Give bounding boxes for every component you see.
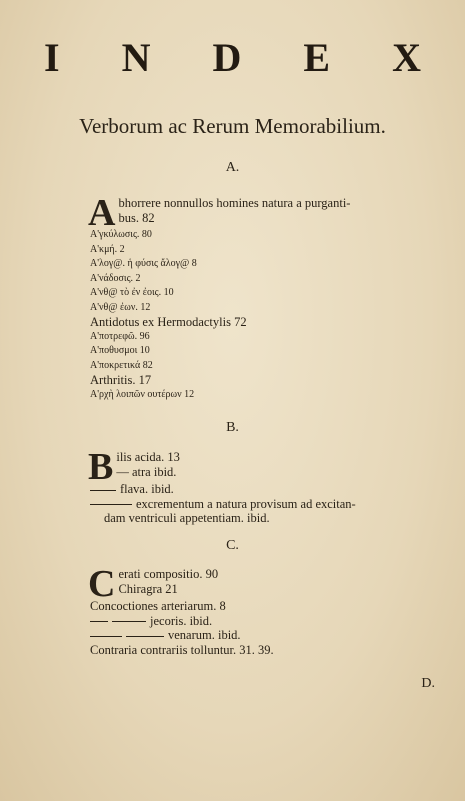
ditto-rule bbox=[112, 621, 146, 622]
index-entry: — atra ibid. bbox=[116, 464, 177, 479]
index-entry: Α'νθ@ τὸ ἐν ἐοις. 10 bbox=[90, 287, 174, 298]
index-entry: bus. 82 bbox=[118, 210, 155, 225]
ditto-rule bbox=[90, 636, 122, 637]
index-entry: ilis acida. 13 bbox=[116, 450, 180, 464]
drop-cap-b: B bbox=[88, 446, 114, 488]
section-c-entries bbox=[88, 563, 440, 657]
index-entry: flava. ibid. bbox=[90, 482, 440, 497]
catchword: D. bbox=[421, 676, 435, 691]
index-entry: Α'ρχὴ λοιπῶν ουτέρων 12 bbox=[90, 388, 195, 400]
index-entry: Antidotus ex Hermodactylis 72 bbox=[90, 315, 247, 329]
section-b-entries bbox=[88, 446, 440, 526]
ditto-rule bbox=[90, 490, 116, 491]
section-c-heading: C. bbox=[226, 538, 239, 553]
index-entry: dam ventriculi appetentiam. ibid. bbox=[104, 511, 270, 525]
section-b-heading: B. bbox=[226, 420, 239, 435]
index-entry: Α'νάδοσις. 2 bbox=[90, 272, 141, 284]
index-entry: Α'νθ@ ἐων. 12 bbox=[90, 301, 151, 313]
drop-cap-c: C bbox=[88, 563, 116, 605]
page-subtitle: Verborum ac Rerum Memorabilium. bbox=[79, 114, 386, 138]
ditto-rule bbox=[90, 621, 108, 622]
index-entry: Α'κμή. 2 bbox=[90, 243, 125, 255]
ditto-rule bbox=[126, 636, 164, 637]
index-entry: bhorrere nonnullos homines natura a purganti- bbox=[118, 196, 351, 210]
index-entry: Α'ποκρετικά 82 bbox=[90, 359, 153, 371]
index-entry: erati compositio. 90 bbox=[118, 567, 219, 581]
index-entry: Arthritis. 17 bbox=[90, 373, 152, 387]
ditto-rule bbox=[90, 504, 132, 505]
index-entry: excrementum a natura provisum ad excitan- bbox=[90, 497, 440, 512]
index-entry: venarum. ibid. bbox=[90, 628, 440, 643]
index-entry: Chiragra 21 bbox=[118, 581, 178, 596]
index-entry: Α'γκύλωσις. 80 bbox=[90, 229, 152, 240]
index-entry: jecoris. ibid. bbox=[90, 614, 440, 629]
index-entry: Α'λογ@. ἡ φύσις ἄλογ@ 8 bbox=[90, 258, 197, 269]
index-entry: Contraria contrariis tolluntur. 31. 39. bbox=[90, 642, 274, 657]
index-entry: Concoctiones arteriarum. 8 bbox=[90, 599, 226, 613]
drop-cap-a: A bbox=[88, 192, 116, 234]
section-a-heading: A. bbox=[225, 160, 240, 175]
section-a-entries bbox=[88, 192, 440, 402]
index-entry: Α'ποτρεφῶ. 96 bbox=[90, 330, 150, 342]
index-entry: Α'ποθυσμοι 10 bbox=[90, 345, 150, 356]
page-title: I N D E X bbox=[44, 35, 447, 80]
